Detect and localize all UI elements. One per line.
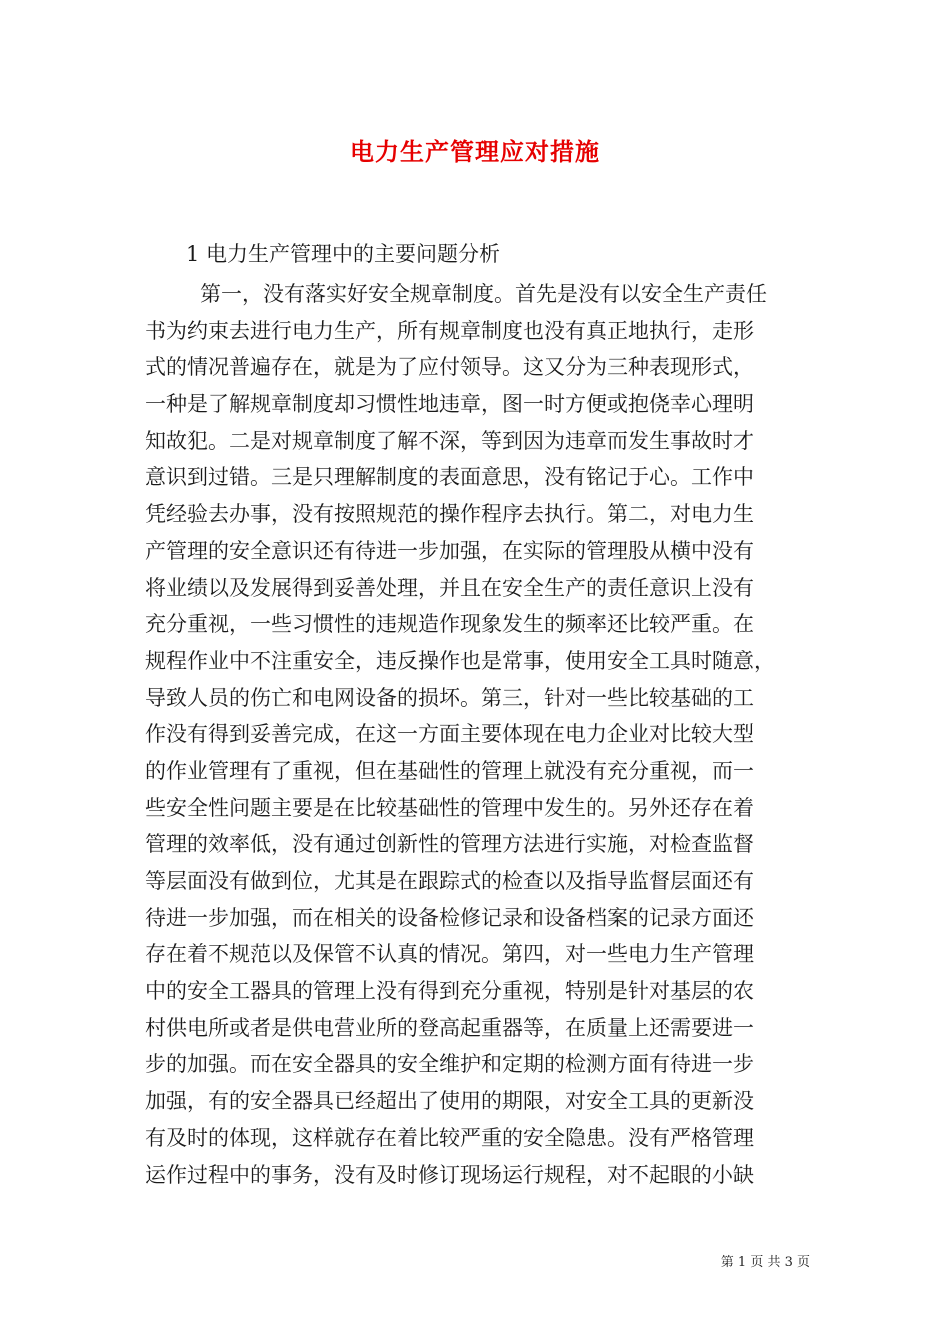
body-line: 知故犯。二是对规章制度了解不深，等到因为违章而发生事故时才: [145, 428, 754, 453]
body-line: 中的安全工器具的管理上没有得到充分重视，特别是针对基层的农: [145, 979, 754, 1004]
body-line: 作没有得到妥善完成，在这一方面主要体现在电力企业对比较大型: [145, 722, 754, 747]
body-line: 式的情况普遍存在，就是为了应付领导。这又分为三种表现形式，: [145, 355, 754, 380]
body-line: 管理的效率低，没有通过创新性的管理方法进行实施，对检查监督: [145, 832, 754, 857]
body-line: 第一，没有落实好安全规章制度。首先是没有以安全生产责任: [200, 282, 767, 306]
body-line: 步的加强。而在安全器具的安全维护和定期的检测方面有待进一步: [145, 1052, 754, 1077]
body-line: 充分重视，一些习惯性的违规造作现象发生的频率还比较严重。在: [145, 612, 754, 637]
body-line: 将业绩以及发展得到妥善处理，并且在安全生产的责任意识上没有: [145, 575, 754, 600]
document-title: 电力生产管理应对措施: [350, 137, 600, 166]
body-line: 导致人员的伤亡和电网设备的损坏。第三，针对一些比较基础的工: [145, 685, 754, 710]
body-line: 些安全性问题主要是在比较基础性的管理中发生的。另外还存在着: [145, 795, 754, 820]
body-line: 的作业管理有了重视，但在基础性的管理上就没有充分重视，而一: [145, 758, 754, 783]
body-line: 待进一步加强，而在相关的设备检修记录和设备档案的记录方面还: [145, 905, 754, 930]
body-line: 存在着不规范以及保管不认真的情况。第四，对一些电力生产管理: [145, 942, 754, 967]
body-line: 一种是了解规章制度却习惯性地违章，图一时方便或抱侥幸心理明: [145, 392, 754, 417]
body-line: 村供电所或者是供电营业所的登高起重器等，在质量上还需要进一: [145, 1015, 754, 1040]
body-line: 加强，有的安全器具已经超出了使用的期限，对安全工具的更新没: [145, 1089, 754, 1114]
body-line: 产管理的安全意识还有待进一步加强，在实际的管理股从横中没有: [145, 538, 754, 563]
body-line: 意识到过错。三是只理解制度的表面意思，没有铭记于心。工作中: [145, 465, 754, 490]
body-line: 等层面没有做到位，尤其是在跟踪式的检查以及指导监督层面还有: [145, 869, 754, 893]
body-line: 运作过程中的事务，没有及时修订现场运行规程，对不起眼的小缺: [145, 1162, 754, 1187]
page-number-footer: 第 1 页 共 3 页: [720, 1255, 810, 1270]
section-heading: 1 电力生产管理中的主要问题分析: [186, 242, 501, 266]
body-paragraph: [145, 276, 815, 1193]
body-line: 凭经验去办事，没有按照规范的操作程序去执行。第二，对电力生: [145, 502, 754, 527]
body-line: 有及时的体现，这样就存在着比较严重的安全隐患。没有严格管理: [145, 1125, 754, 1150]
body-line: 书为约束去进行电力生产，所有规章制度也没有真正地执行，走形: [145, 318, 754, 343]
body-line: 规程作业中不注重安全，违反操作也是常事，使用安全工具时随意，: [145, 648, 775, 673]
